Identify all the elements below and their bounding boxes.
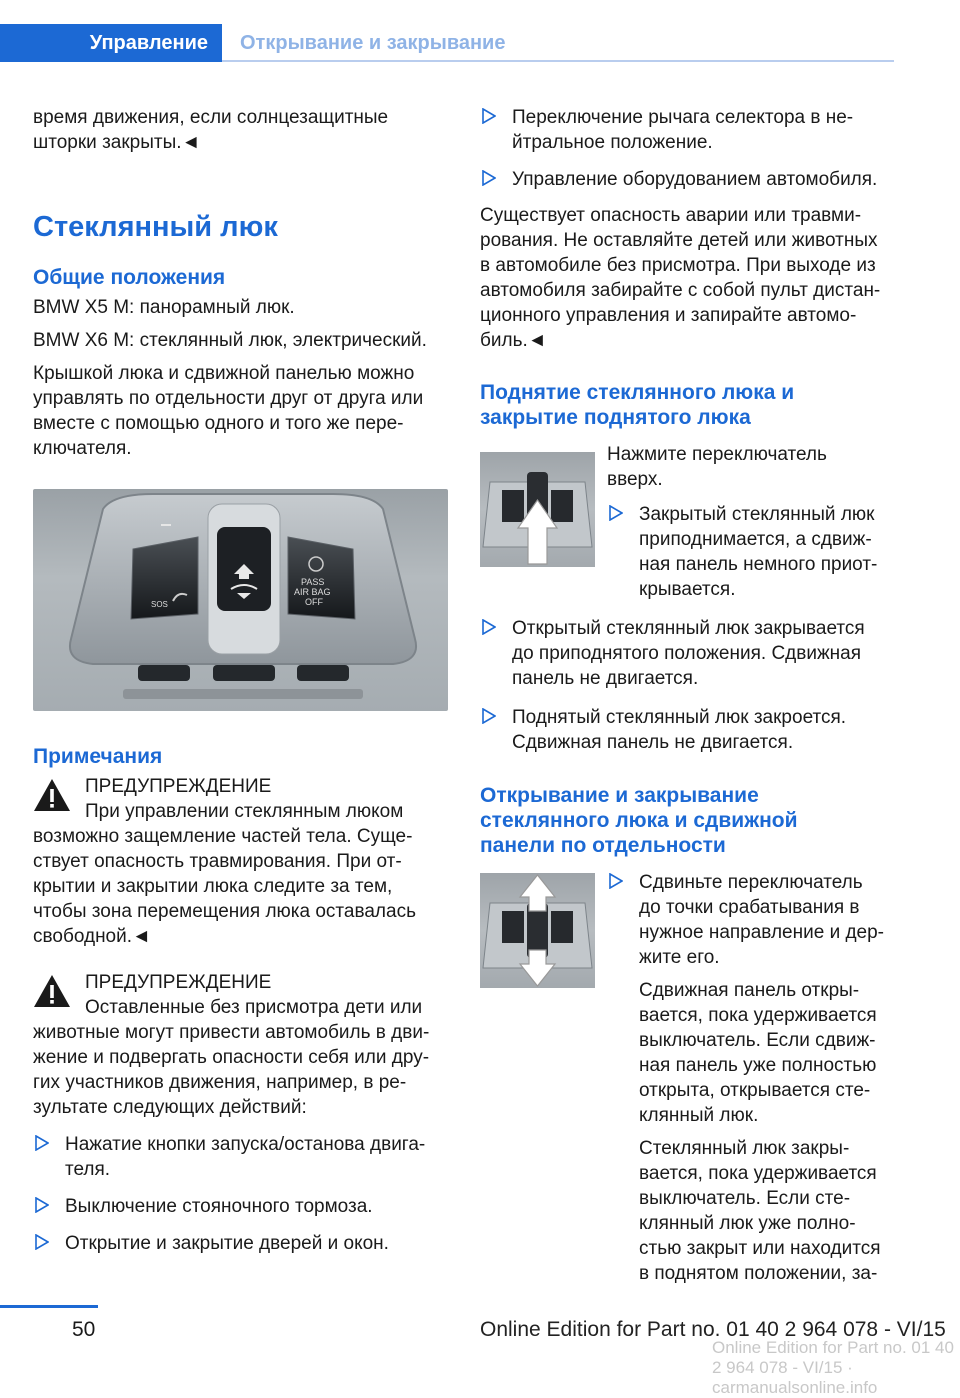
list-item: Открытый стеклянный люк закрывается до приподнятого положения. Сдвижная панель не двигается. (480, 616, 896, 691)
section-title: Стеклянный люк (33, 211, 278, 243)
left-column (33, 96, 448, 1256)
switch-up-illustration (480, 452, 595, 567)
list-item: Открытие и закрытие дверей и окон. (33, 1231, 448, 1256)
list-item: Сдвиньте переключатель до точки срабатывания в нужное направление и дер- жите его. (607, 870, 896, 970)
airbag-label: AIR BAG (294, 587, 331, 597)
triangle-bullet-icon (609, 505, 623, 521)
warning-title: ПРЕДУПРЕЖДЕНИЕ (85, 776, 272, 797)
warning-block-1: ПРЕДУПРЕЖДЕНИЕ При управлении стеклянным люком (33, 774, 448, 824)
list-item: Поднятый стеклянный люк закроется. Сдвижная панель не двигается. (480, 705, 896, 755)
sos-label: SOS (151, 600, 168, 609)
footer-accent-line (0, 1305, 98, 1308)
sliding-panel-paragraph: Сдвижная панель откры- вается, пока удерживается выключатель. Если сдвиж- ная панель уже полностью открыта, открывается сте- клянный люк. (639, 980, 877, 1126)
watermark: Online Edition for Part no. 01 40 2 964 078 - VI/15 · carmanualsonline.info (712, 1338, 954, 1397)
page-header (0, 0, 960, 62)
intro-line: время движения, если солнцезащитные (33, 107, 389, 128)
warning-triangle-icon (33, 974, 71, 1008)
overhead-console-illustration (33, 489, 448, 711)
model-x5-text: BMW X5 M: панорамный люк. (33, 297, 295, 318)
notes-heading: Примечания (33, 745, 163, 768)
overhead-console-photo (33, 489, 448, 711)
raise-section (480, 442, 896, 602)
edition-label: Online Edition for Part no. 01 40 2 964 078 - VI/15 (480, 1318, 946, 1341)
triangle-bullet-icon (609, 873, 623, 889)
raise-instruction: Нажмите переключатель вверх. (607, 444, 827, 490)
control-paragraph: Крышкой люка и сдвижной панелью можно управлять по отдельности друг от друга или вместе с помощью одного и того же пере- ключателя. (33, 363, 424, 459)
right-column (480, 96, 896, 1286)
list-item: Управление оборудованием автомобиля. (480, 167, 896, 192)
list-item: Выключение стояночного тормоза. (33, 1194, 448, 1219)
warning-1-text: возможно защемление частей тела. Суще- ствует опасность травмирования. При от- крытии и закрытии люка следите за тем, чтобы зона перемещения люка оставалась свободной.◄ (33, 826, 416, 947)
list-item: Нажатие кнопки запуска/останова двига- теля. (33, 1132, 448, 1182)
pass-label: PASS (301, 577, 325, 587)
model-x6-text: BMW X6 M: стеклянный люк, электрический. (33, 330, 427, 351)
page-number: 50 (72, 1318, 96, 1341)
danger-paragraph: Существует опасность аварии или травми- рования. Не оставляйте детей или животных в автомобиле без присмотра. При выходе из автомобиля забирайте с собой пульт дистан- ционного управления и запирайте автомо- биль.◄ (480, 205, 881, 351)
subsection-general: Общие положения (33, 266, 226, 289)
list-item: Переключение рычага селектора в не- йтральное положение. (480, 105, 896, 155)
triangle-bullet-icon (482, 619, 496, 635)
header-divider (222, 60, 894, 62)
warning-2-text: животные могут привести автомобиль в дви- жение и подвергать опасности себя или дру- гих участников движения, например, в ре- зультате следующих действий: (33, 1022, 430, 1118)
warning-triangle-icon (33, 778, 71, 812)
warning-title: ПРЕДУПРЕЖДЕНИЕ (85, 972, 272, 993)
triangle-bullet-icon (482, 108, 496, 124)
list-item: Закрытый стеклянный люк приподнимается, а сдвиж- ная панель немного приот- крывается. (607, 502, 896, 602)
separate-heading: Открывание и закрывание стеклянного люка и сдвижной панели по отдельности (480, 784, 798, 857)
separate-section (480, 870, 896, 1286)
triangle-bullet-icon (35, 1197, 49, 1213)
section-tab-active[interactable]: Управление (0, 24, 222, 62)
glass-roof-paragraph: Стеклянный люк закры- вается, пока удерживается выключатель. Если сте- клянный люк уже полно- стью закрыт или находится в поднятом положении, за- (639, 1138, 881, 1284)
switch-slide-illustration (480, 873, 595, 988)
warning-block-2: ПРЕДУПРЕЖДЕНИЕ Оставленные без присмотра дети или (33, 970, 448, 1020)
raise-heading: Поднятие стеклянного люка и закрытие поднятого люка (480, 381, 795, 429)
intro-line: шторки закрыты.◄ (33, 132, 201, 153)
triangle-bullet-icon (482, 708, 496, 724)
triangle-bullet-icon (35, 1234, 49, 1250)
off-label: OFF (305, 597, 323, 607)
triangle-bullet-icon (482, 170, 496, 186)
triangle-bullet-icon (35, 1135, 49, 1151)
section-tab-chapter[interactable]: Открывание и закрывание (240, 32, 506, 54)
